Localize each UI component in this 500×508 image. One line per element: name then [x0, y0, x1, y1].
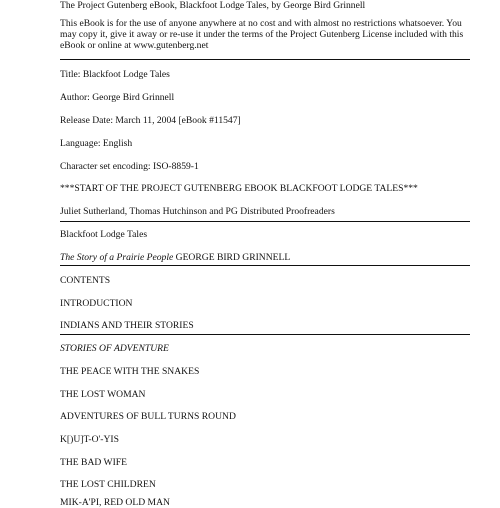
meta-title: Title: Blackfoot Lodge Tales	[60, 69, 170, 80]
contents-item: MIK-A'PI, RED OLD MAN	[60, 497, 170, 508]
meta-language: Language: English	[60, 138, 133, 149]
contents-item: K[)U]T-O'-YIS	[60, 434, 119, 445]
book-heading: Blackfoot Lodge Tales	[60, 229, 148, 240]
contents-item: THE LOST CHILDREN	[60, 479, 156, 490]
ebook-title-line: The Project Gutenberg eBook, Blackfoot Lodge Tales, by George Bird Grinnell	[60, 0, 366, 11]
contents-item: INDIANS AND THEIR STORIES	[60, 320, 194, 331]
subtitle-italic: The Story of a Prairie People	[60, 252, 174, 263]
contents-item: ADVENTURES OF BULL TURNS ROUND	[60, 411, 236, 422]
license-paragraph: This eBook is for the use of anyone anywhere at no cost and with almost no restrictions whatsoever. You may copy it, give it away or re-use it under the terms of the Project Gutenberg License included with this eBook or online at www.gutenberg.net	[60, 18, 464, 51]
meta-release-date: Release Date: March 11, 2004 [eBook #11547]	[60, 115, 241, 126]
meta-author: Author: George Bird Grinnell	[60, 92, 175, 103]
divider	[60, 334, 470, 335]
contents-section-heading: STORIES OF ADVENTURE	[60, 343, 169, 354]
divider	[60, 59, 470, 60]
contents-item: THE BAD WIFE	[60, 457, 127, 468]
contents-heading: CONTENTS	[60, 275, 111, 286]
start-marker: ***START OF THE PROJECT GUTENBERG EBOOK BLACKFOOT LODGE TALES***	[60, 183, 418, 194]
contents-item: INTRODUCTION	[60, 298, 133, 309]
contents-item: THE PEACE WITH THE SNAKES	[60, 366, 200, 377]
meta-encoding: Character set encoding: ISO-8859-1	[60, 161, 199, 172]
contents-item: THE LOST WOMAN	[60, 389, 146, 400]
divider	[60, 221, 470, 222]
credits-line: Juliet Sutherland, Thomas Hutchinson and PG Distributed Proofreaders	[60, 206, 335, 217]
subtitle-author: GEORGE BIRD GRINNELL	[173, 252, 291, 263]
divider	[60, 265, 470, 266]
book-subtitle	[60, 252, 290, 263]
